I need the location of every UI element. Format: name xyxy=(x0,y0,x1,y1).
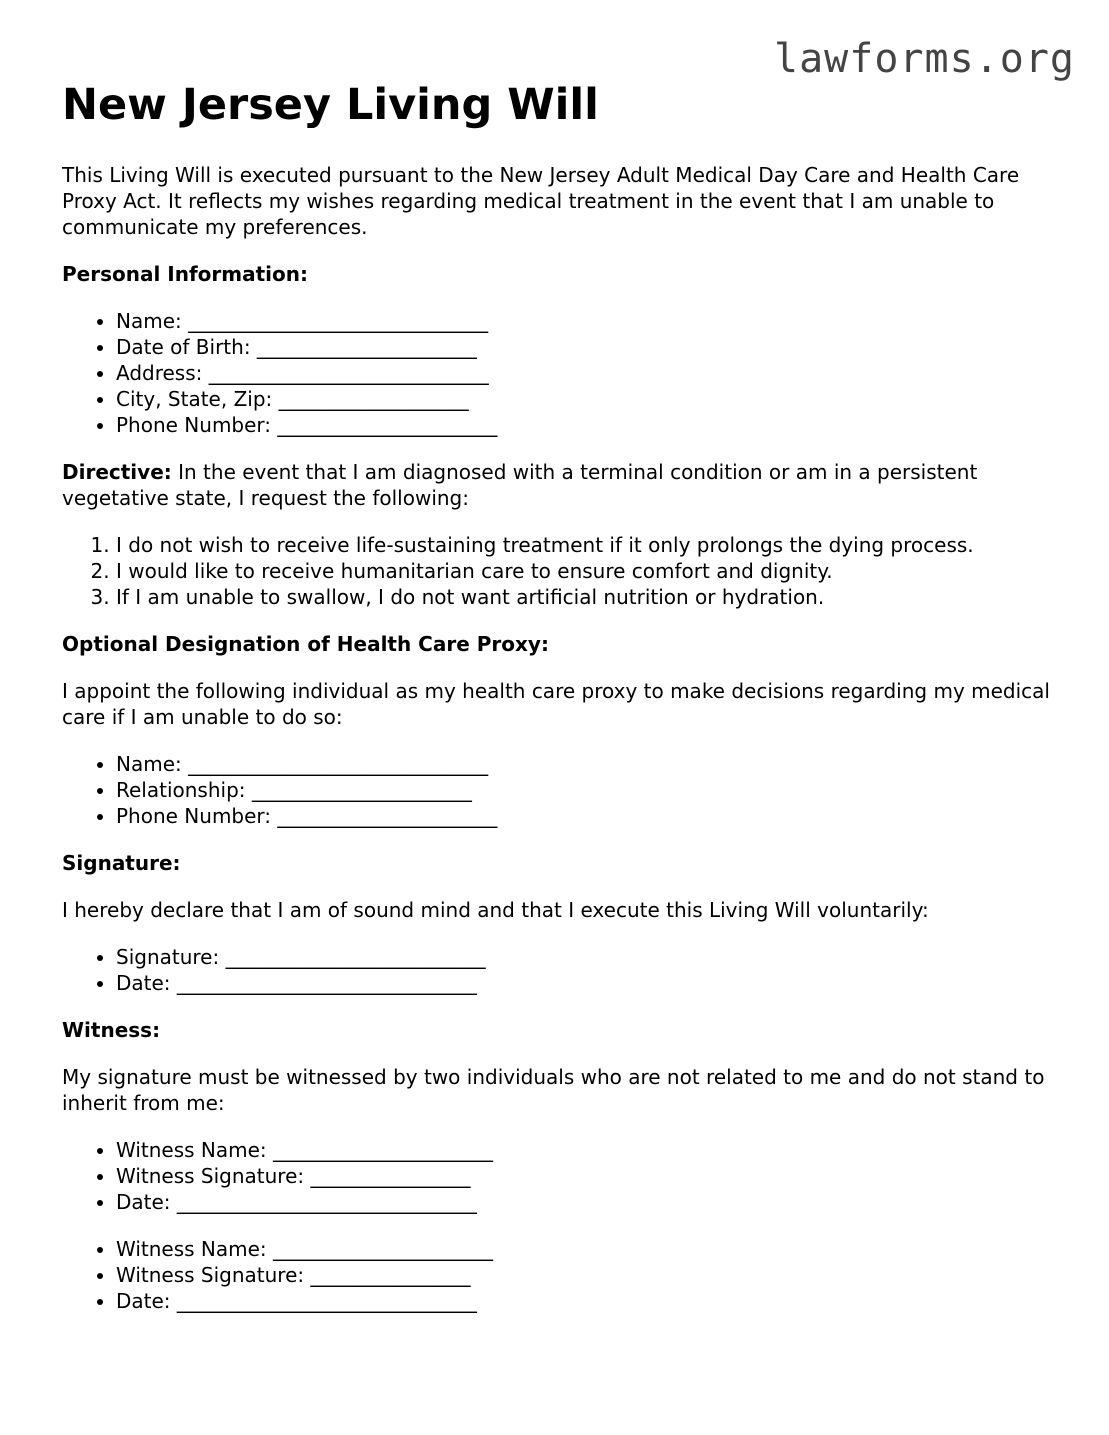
witness-1-date-field[interactable]: • Date: ______________________________ xyxy=(116,1189,1062,1215)
signature-date-field[interactable]: • Date: ______________________________ xyxy=(116,970,1062,996)
directive-item: 3. If I am unable to swallow, I do not want artificial nutrition or hydration. xyxy=(116,584,1062,610)
personal-info-list xyxy=(62,308,1062,438)
proxy-paragraph: I appoint the following individual as my health care proxy to make decisions regarding my medical care if I am unable to do so: xyxy=(62,679,1050,729)
directive-paragraph xyxy=(62,459,1062,511)
date-of-birth-field[interactable]: • Date of Birth: ______________________ xyxy=(116,334,1062,360)
witness-1-signature-field[interactable]: • Witness Signature: ________________ xyxy=(116,1163,1062,1189)
witness-2-date-field[interactable]: • Date: ______________________________ xyxy=(116,1288,1062,1314)
proxy-heading: Optional Designation of Health Care Proxy: xyxy=(62,632,549,656)
directive-text: In the event that I am diagnosed with a terminal condition or am in a persistent vegetative state, I request the following: xyxy=(62,460,978,510)
address-field[interactable]: • Address: ____________________________ xyxy=(116,360,1062,386)
signature-paragraph: I hereby declare that I am of sound mind and that I execute this Living Will voluntarily: xyxy=(62,898,929,922)
signature-field[interactable]: • Signature: __________________________ xyxy=(116,944,1062,970)
witness-heading: Witness: xyxy=(62,1018,161,1042)
site-watermark: lawforms.org xyxy=(774,36,1075,82)
signature-heading: Signature: xyxy=(62,851,181,875)
directive-item: 2. I would like to receive humanitarian care to ensure comfort and dignity. xyxy=(116,558,1062,584)
phone-number-field[interactable]: • Phone Number: ______________________ xyxy=(116,412,1062,438)
intro-paragraph: This Living Will is executed pursuant to the New Jersey Adult Medical Day Care and Health Care Proxy Act. It reflects my wishes regarding medical treatment in the event that I am unable to communicate my preferences. xyxy=(62,163,1020,239)
witness-1-list xyxy=(62,1137,1062,1215)
page-title: New Jersey Living Will xyxy=(62,80,599,130)
proxy-name-field[interactable]: • Name: ______________________________ xyxy=(116,751,1062,777)
witness-2-name-field[interactable]: • Witness Name: ______________________ xyxy=(116,1236,1062,1262)
proxy-phone-field[interactable]: • Phone Number: ______________________ xyxy=(116,803,1062,829)
signature-list xyxy=(62,944,1062,996)
city-state-zip-field[interactable]: • City, State, Zip: ___________________ xyxy=(116,386,1062,412)
directive-list xyxy=(62,532,1062,610)
directive-label: Directive: xyxy=(62,460,172,484)
name-field[interactable]: • Name: ______________________________ xyxy=(116,308,1062,334)
personal-info-heading: Personal Information: xyxy=(62,262,308,286)
witness-2-signature-field[interactable]: • Witness Signature: ________________ xyxy=(116,1262,1062,1288)
document-page xyxy=(62,78,1062,1335)
directive-item: 1. I do not wish to receive life-sustaining treatment if it only prolongs the dying process. xyxy=(116,532,1062,558)
witness-2-list xyxy=(62,1236,1062,1314)
proxy-list xyxy=(62,751,1062,829)
witness-1-name-field[interactable]: • Witness Name: ______________________ xyxy=(116,1137,1062,1163)
proxy-relationship-field[interactable]: • Relationship: ______________________ xyxy=(116,777,1062,803)
witness-paragraph: My signature must be witnessed by two individuals who are not related to me and do not stand to inherit from me: xyxy=(62,1065,1045,1115)
